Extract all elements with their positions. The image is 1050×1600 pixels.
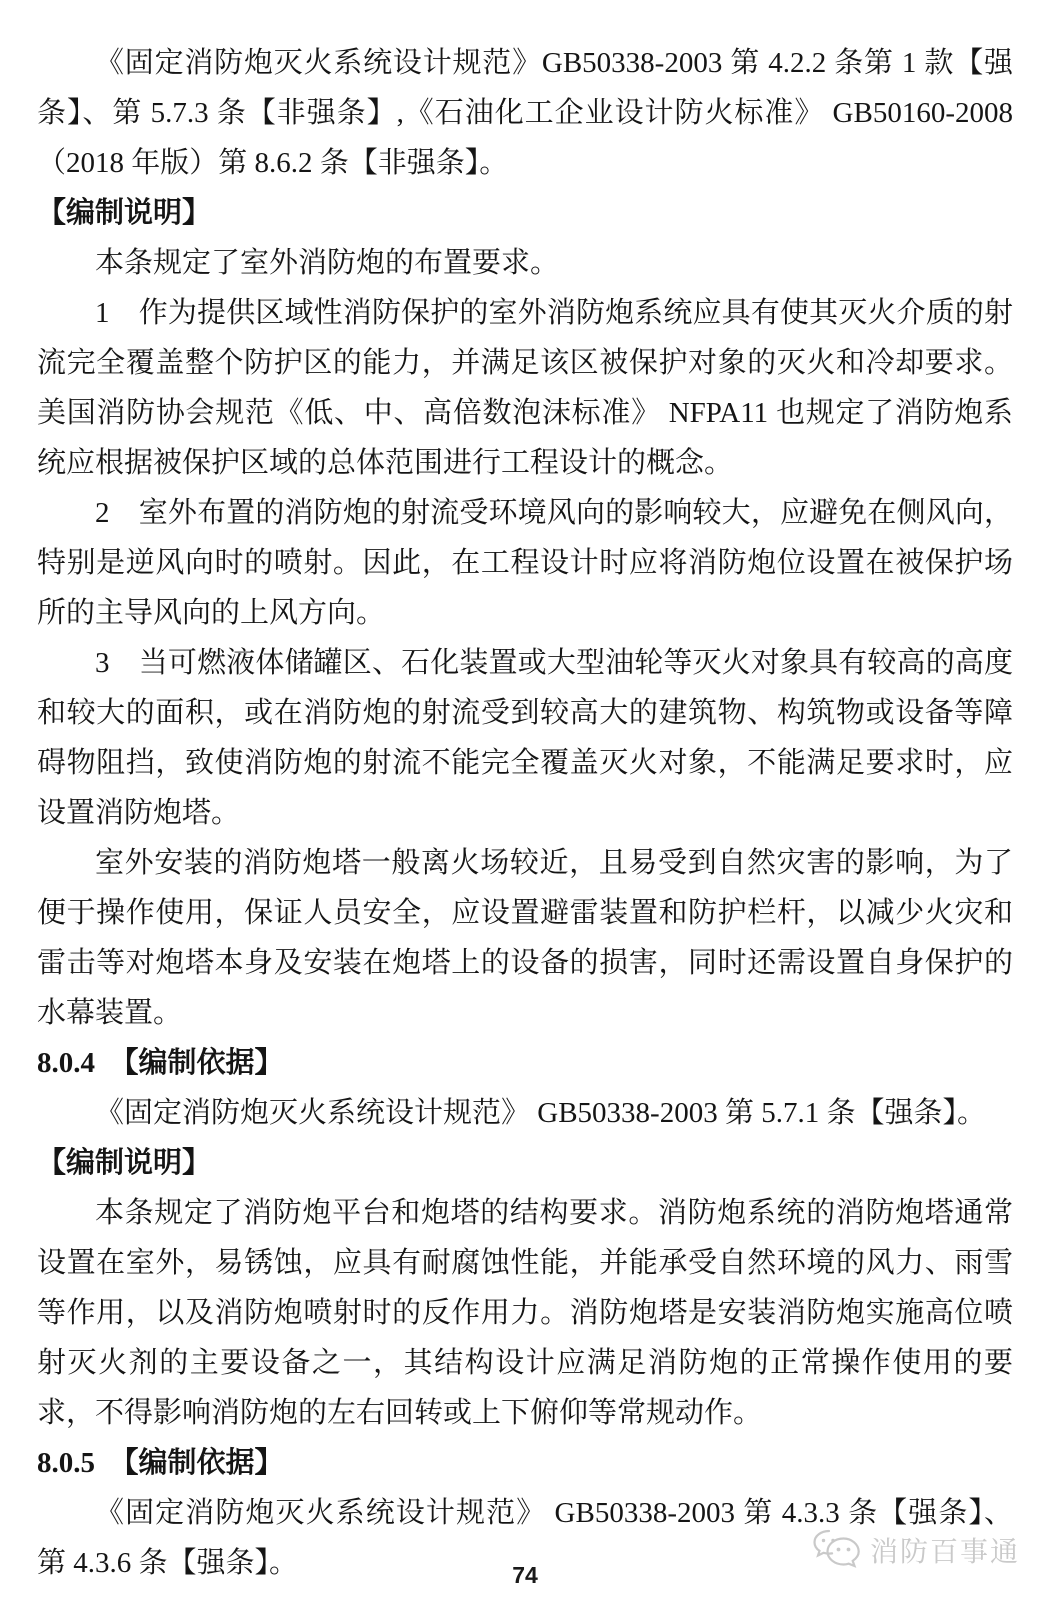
section-label-explanation-2: 【编制说明】 bbox=[37, 1147, 212, 1179]
page-number: 74 bbox=[512, 1562, 538, 1588]
numbered-item-2: 2 室外布置的消防炮的射流受环境风向的影响较大，应避免在侧风向，特别是逆风向时的喷射。因此，在工程设计时应将消防炮位设置在被保护场所的主导风向的上风方向。 bbox=[37, 497, 1013, 629]
citation-paragraph-1: 《固定消防炮灭火系统设计规范》GB50338-2003 第 4.2.2 条第 1 款【强条】、第 5.7.3 条【非强条】,《石油化工企业设计防火标准》 GB50160-2008（2018 年版）第 8.6.2 条【非强条】。 bbox=[37, 47, 1013, 179]
body-paragraph-intro: 本条规定了室外消防炮的布置要求。 bbox=[95, 247, 560, 279]
body-paragraph-tower: 室外安装的消防炮塔一般离火场较近，且易受到自然灾害的影响，为了便于操作使用，保证人员安全，应设置避雷装置和防护栏杆，以减少火灾和雷击等对炮塔本身及安装在炮塔上的设备的损害，同时还需设置自身保护的水幕装置。 bbox=[37, 847, 1013, 1029]
citation-paragraph-3: 《固定消防炮灭火系统设计规范》 GB50338-2003 第 4.3.3 条【强条】、第 4.3.6 条【强条】。 bbox=[37, 1497, 1013, 1579]
document-body bbox=[37, 38, 1013, 1588]
watermark-text: 消防百事通 bbox=[869, 1536, 1020, 1567]
numbered-item-1: 1 作为提供区域性消防保护的室外消防炮系统应具有使其灭火介质的射流完全覆盖整个防护区的能力，并满足该区被保护对象的灭火和冷却要求。美国消防协会规范《低、中、高倍数泡沫标准》 NFPA11 也规定了消防炮系统应根据被保护区域的总体范围进行工程设计的概念。 bbox=[37, 297, 1013, 479]
numbered-item-3: 3 当可燃液体储罐区、石化装置或大型油轮等灭火对象具有较高的高度和较大的面积，或在消防炮的射流受到较高大的建筑物、构筑物或设备等障碍物阻挡，致使消防炮的射流不能完全覆盖灭火对象，不能满足要求时，应设置消防炮塔。 bbox=[37, 647, 1013, 829]
clause-heading-804: 8.0.4 【编制依据】 bbox=[37, 1047, 284, 1079]
clause-heading-805: 8.0.5 【编制依据】 bbox=[37, 1447, 284, 1479]
citation-paragraph-2: 《固定消防炮灭火系统设计规范》 GB50338-2003 第 5.7.1 条【强条】。 bbox=[95, 1097, 986, 1129]
section-label-explanation-1: 【编制说明】 bbox=[37, 197, 212, 229]
body-paragraph-structure: 本条规定了消防炮平台和炮塔的结构要求。消防炮系统的消防炮塔通常设置在室外，易锈蚀，应具有耐腐蚀性能，并能承受自然环境的风力、雨雪等作用，以及消防炮喷射时的反作用力。消防炮塔是安装消防炮实施高位喷射灭火剂的主要设备之一，其结构设计应满足消防炮的正常操作使用的要求，不得影响消防炮的左右回转或上下俯仰等常规动作。 bbox=[37, 1197, 1013, 1429]
